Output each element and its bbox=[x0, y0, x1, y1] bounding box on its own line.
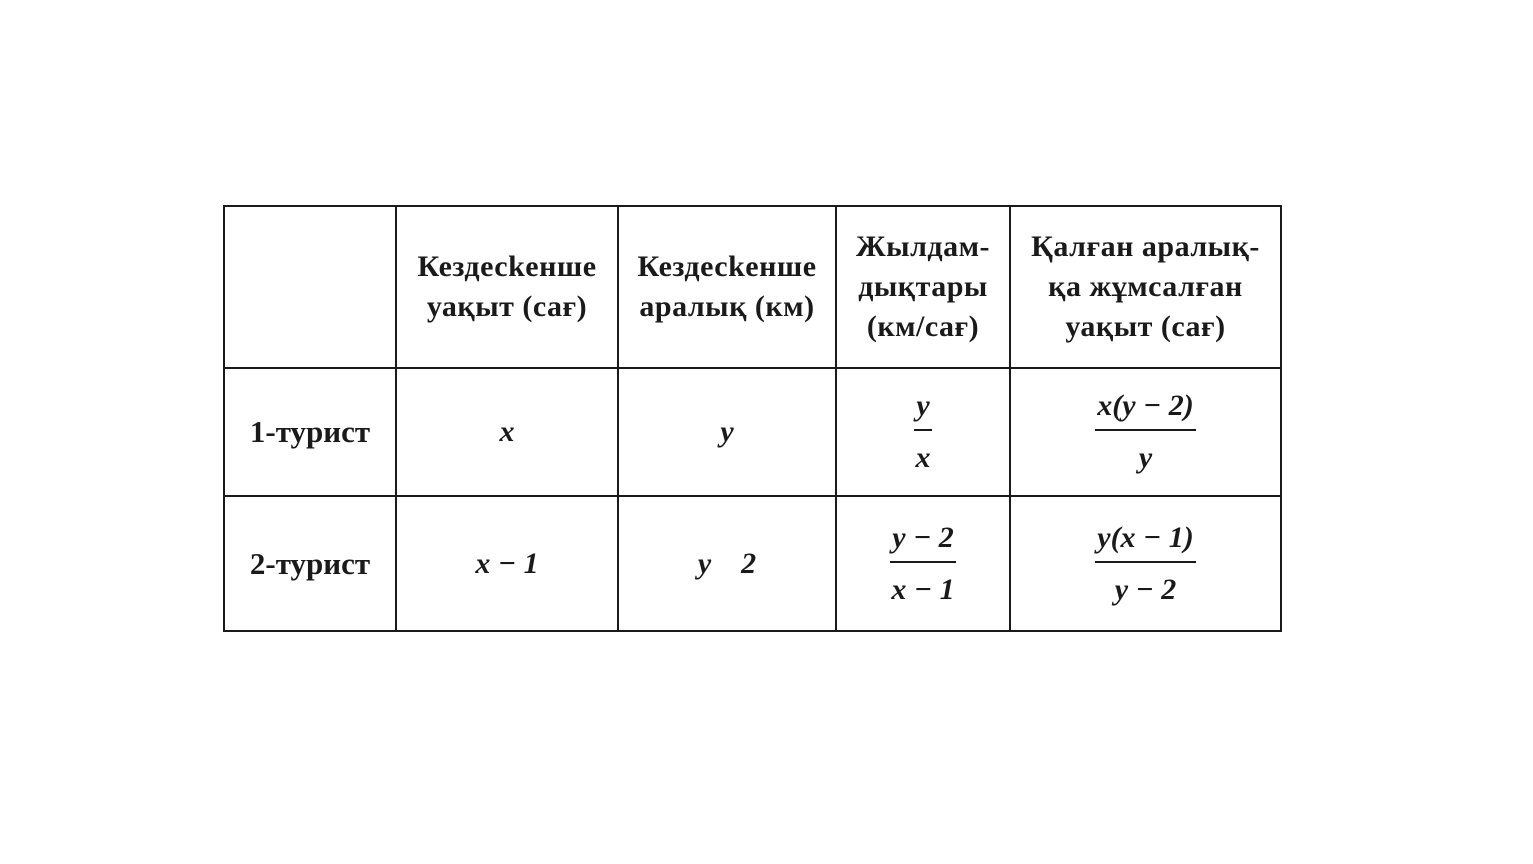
header-cell-meeting-time bbox=[396, 206, 618, 368]
table-row bbox=[224, 368, 1281, 496]
tourist-table bbox=[223, 205, 1282, 632]
fraction-denominator: y bbox=[1138, 441, 1153, 474]
row-label: 1-турист bbox=[249, 414, 371, 449]
header-remaining-time: Қалған аралық- қа жұмсалған уақыт (сағ) bbox=[1031, 230, 1260, 343]
distance-value: y bbox=[720, 415, 734, 448]
header-cell-speed bbox=[836, 206, 1010, 368]
speed-cell bbox=[836, 368, 1010, 496]
time-value: x − 1 bbox=[475, 546, 539, 580]
remaining-time-cell bbox=[1010, 368, 1281, 496]
remaining-time-fraction bbox=[1095, 389, 1195, 475]
header-speed: Жылдам- дықтары (км/сағ) bbox=[855, 230, 991, 343]
header-cell-remaining-time bbox=[1010, 206, 1281, 368]
fraction-numerator: x(y − 2) bbox=[1095, 389, 1195, 431]
time-cell bbox=[396, 368, 618, 496]
header-meeting-distance: Кездесkенше аралық (км) bbox=[637, 250, 817, 323]
row-label-cell bbox=[224, 496, 396, 631]
speed-cell bbox=[836, 496, 1010, 631]
header-row bbox=[224, 206, 1281, 368]
row-label-cell bbox=[224, 368, 396, 496]
time-cell bbox=[396, 496, 618, 631]
table-row bbox=[224, 496, 1281, 631]
fraction-numerator: y(x − 1) bbox=[1095, 521, 1195, 563]
speed-fraction bbox=[890, 521, 956, 607]
fraction-numerator: y bbox=[914, 389, 931, 431]
row-label: 2-турист bbox=[249, 545, 371, 581]
fraction-denominator: x − 1 bbox=[891, 572, 955, 606]
remaining-time-fraction bbox=[1095, 521, 1195, 607]
speed-fraction bbox=[914, 389, 931, 475]
distance-cell bbox=[618, 496, 836, 631]
header-cell-meeting-distance bbox=[618, 206, 836, 368]
fraction-denominator: y − 2 bbox=[1114, 572, 1177, 606]
fraction-numerator: y − 2 bbox=[890, 521, 956, 563]
distance-cell bbox=[618, 368, 836, 496]
remaining-time-cell bbox=[1010, 496, 1281, 631]
time-value: x bbox=[499, 415, 515, 448]
header-meeting-time: Кездесkенше уақыт (сағ) bbox=[417, 250, 597, 323]
distance-value: y 2 bbox=[697, 546, 757, 580]
fraction-denominator: x bbox=[915, 441, 931, 474]
header-cell-empty bbox=[224, 206, 396, 368]
